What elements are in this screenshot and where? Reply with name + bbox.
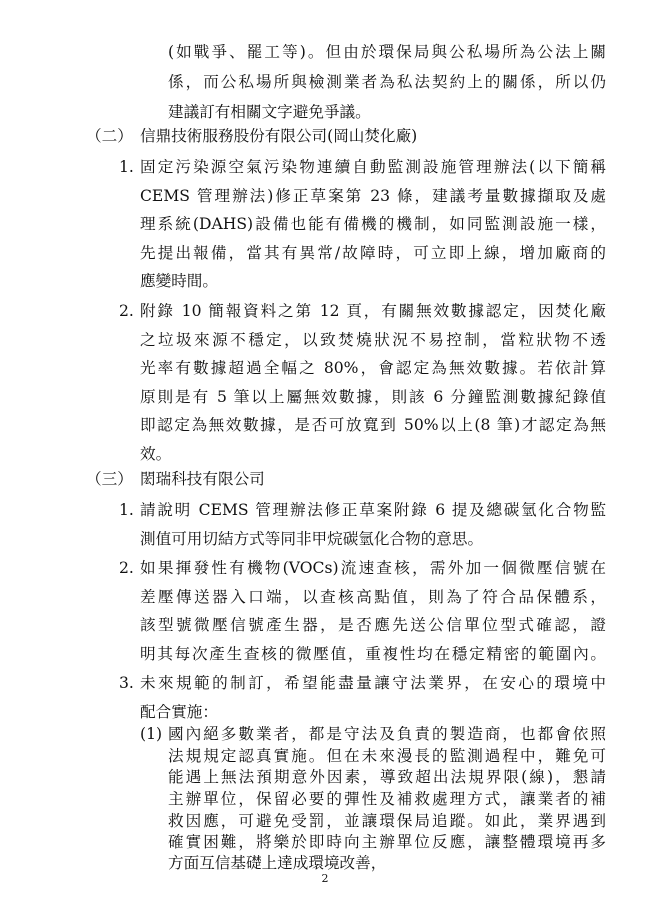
paragraph-line: 係，而公私場所與檢測業者為私法契約上的關係，所以仍 <box>168 73 606 91</box>
section-marker: （二） <box>86 127 133 145</box>
subitem-line: 法規規定認真實施。但在未來漫長的監測過程中，難免可 <box>168 747 606 765</box>
item-line: 先提出報備，當其有異常/故障時，可立即上線，增加廠商的 <box>140 244 606 262</box>
subitem-line: 能遇上無法預期意外因素，導致超出法規界限(線)，懇請 <box>168 768 606 786</box>
item-line: 即認定為無效數據，是否可放寬到 50%以上(8 筆)才認定為無 <box>140 416 606 434</box>
subitem-line: 確實困難，將樂於即時向主辦單位反應，讓整體環境再多 <box>168 833 606 851</box>
item-marker: 1. <box>119 501 134 519</box>
subitem-line: 方面互信基礎上達成環境改善， <box>168 854 387 872</box>
item-line: 效。 <box>140 445 172 463</box>
item-line: 請說明 CEMS 管理辦法修正草案附錄 6 提及總碳氫化合物監 <box>140 501 606 519</box>
item-marker: 2. <box>119 302 134 320</box>
paragraph-line: (如戰爭、罷工等)。但由於環保局與公私場所為公法上關 <box>168 43 606 61</box>
item-marker: 2. <box>119 559 134 577</box>
section-title: 信鼎技術服務股份有限公司(岡山焚化廠) <box>140 127 418 145</box>
item-line: CEMS 管理辦法)修正草案第 23 條，建議考量數據擷取及處 <box>140 187 606 205</box>
item-line: 原則是有 5 筆以上屬無效數據，則該 6 分鐘監測數據紀錄值 <box>140 388 606 406</box>
item-line: 應變時間。 <box>140 272 218 290</box>
item-line: 光率有數據超過全幅之 80%，會認定為無效數據。若依計算 <box>140 359 606 377</box>
item-line: 附錄 10 簡報資料之第 12 頁，有關無效數據認定，因焚化廠 <box>140 302 606 320</box>
page-number: 2 <box>321 872 329 885</box>
subitem-line: 救因應，可避免受罰，並讓環保局追蹤。如此，業界遇到 <box>168 812 606 830</box>
item-line: 差壓傳送器入口端，以查核高點值，則為了符合品保體系， <box>140 588 606 606</box>
item-line: 如果揮發性有機物(VOCs)流速查核，需外加一個微壓信號在 <box>140 559 606 577</box>
section-marker: （三） <box>86 470 133 488</box>
section-title: 閎瑞科技有限公司 <box>140 470 265 488</box>
item-line: 明其每次產生查核的微壓值，重複性均在穩定精密的範圍內。 <box>140 645 606 663</box>
item-marker: 3. <box>119 674 134 692</box>
paragraph-line: 建議訂有相關文字避免爭議。 <box>168 103 371 121</box>
item-marker: 1. <box>119 158 134 176</box>
item-line: 固定污染源空氣污染物連續自動監測設施管理辦法(以下簡稱 <box>140 158 606 176</box>
subitem-marker: (1) <box>140 725 163 743</box>
item-line: 理系統(DAHS)設備也能有備機的機制，如同監測設施一樣， <box>140 215 606 233</box>
subitem-line: 主辦單位，保留必要的彈性及補救處理方式，讓業者的補 <box>168 790 606 808</box>
subitem-line: 國內絕多數業者，都是守法及負責的製造商，也都會依照 <box>168 725 606 743</box>
item-line: 測值可用切結方式等同非甲烷碳氫化合物的意思。 <box>140 530 484 548</box>
item-line: 該型號微壓信號產生器，是否應先送公信單位型式確認，證 <box>140 616 606 634</box>
item-line: 配合實施： <box>140 703 218 721</box>
item-line: 未來規範的制訂，希望能盡量讓守法業界，在安心的環境中 <box>140 674 606 692</box>
item-line: 之垃圾來源不穩定，以致焚燒狀況不易控制，當粒狀物不透 <box>140 331 606 349</box>
